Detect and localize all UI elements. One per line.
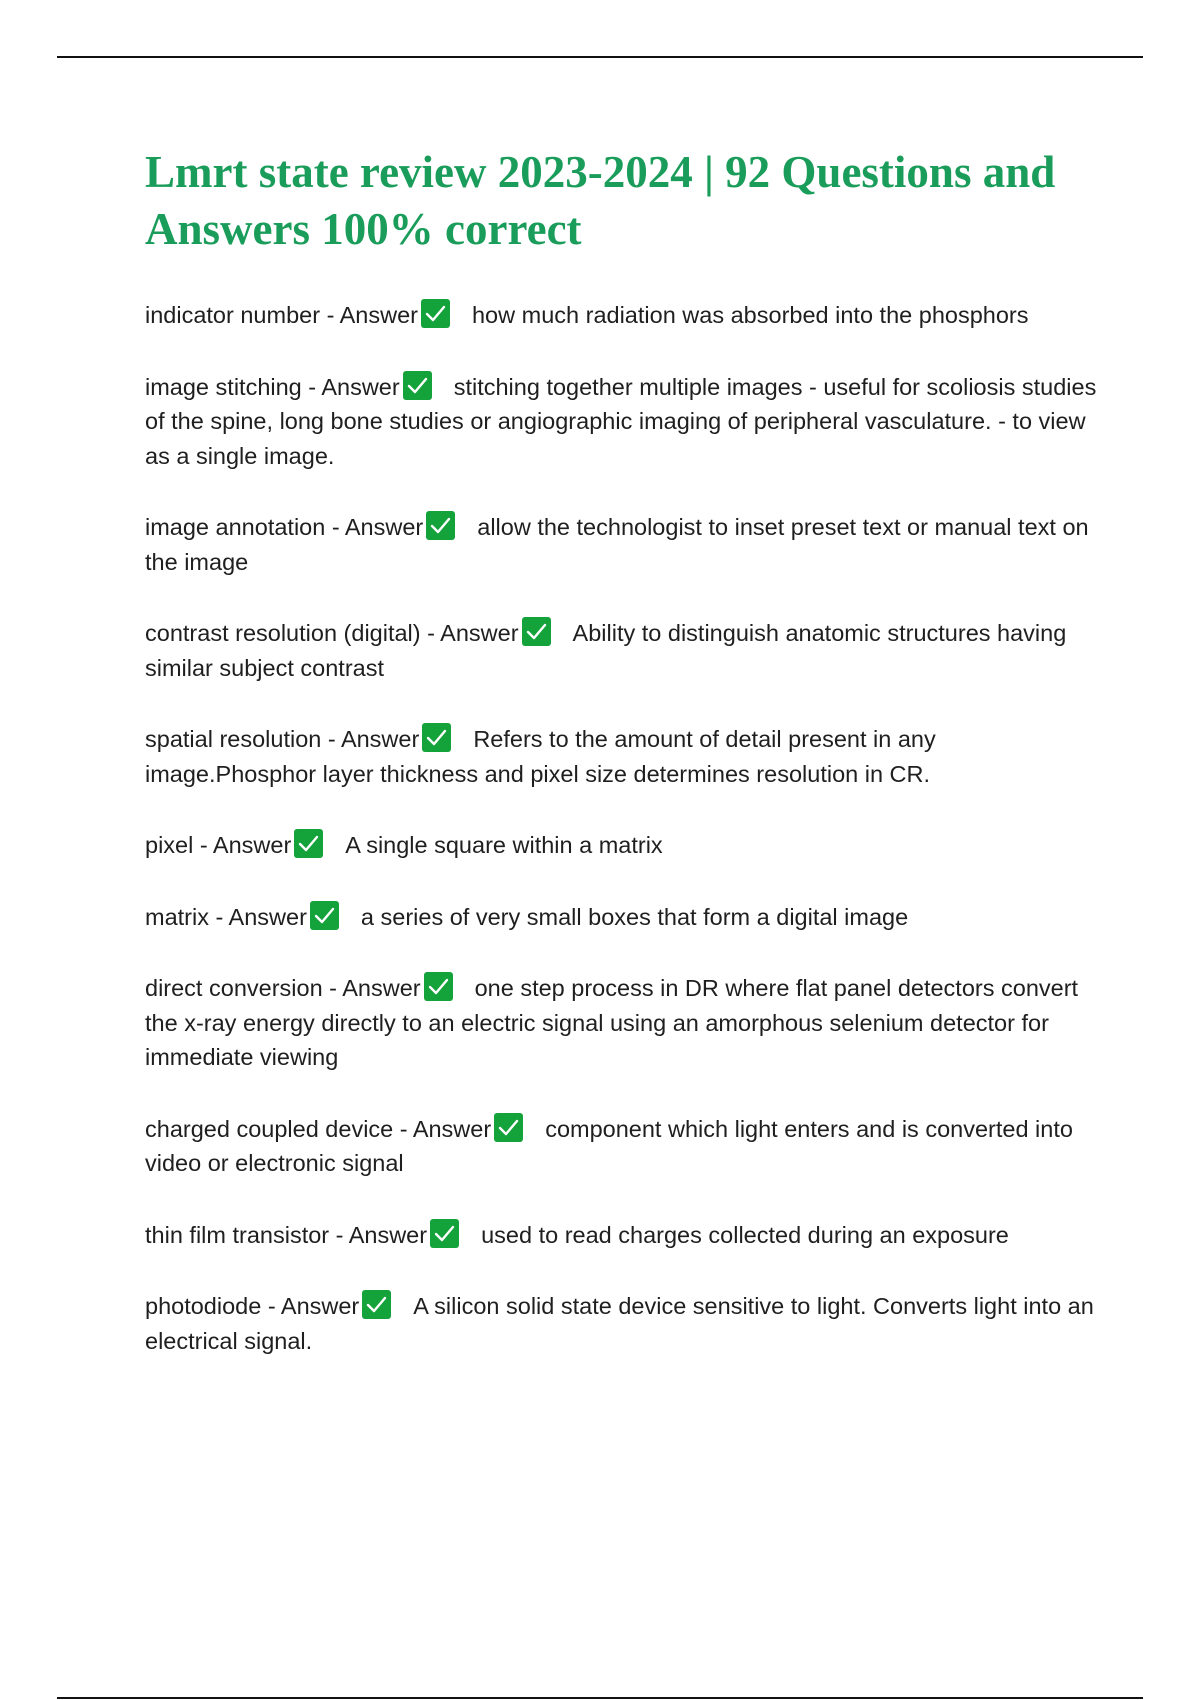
qa-definition: stitching together multiple images - useful for scoliosis studies of the spine, long bone studies or angiographic imaging of peripheral vasculature. - to view as a single image. bbox=[145, 373, 1097, 469]
qa-term: charged coupled device - Answer bbox=[145, 1115, 492, 1142]
qa-term: indicator number - Answer bbox=[145, 302, 418, 328]
qa-term: thin film transistor - Answer bbox=[145, 1221, 428, 1248]
qa-definition: allow the technologist to inset preset text or manual text on the image bbox=[145, 514, 1089, 575]
check-mark-icon bbox=[494, 1113, 523, 1142]
qa-term: contrast resolution (digital) - Answer bbox=[145, 620, 519, 646]
qa-term: image stitching - Answer bbox=[145, 373, 400, 400]
qa-item bbox=[145, 1112, 1105, 1181]
qa-term: photodiode - Answer bbox=[145, 1293, 360, 1319]
qa-list bbox=[145, 298, 1105, 1358]
qa-definition: a series of very small boxes that form a digital image bbox=[360, 903, 909, 930]
qa-item bbox=[145, 971, 1105, 1075]
qa-definition: one step process in DR where flat panel detectors convert the x-ray energy directly to an electric signal using an amorphous selenium detector for immediate viewing bbox=[145, 975, 1079, 1070]
qa-item bbox=[145, 828, 1105, 863]
qa-term: spatial resolution - Answer bbox=[145, 726, 420, 752]
qa-item bbox=[145, 616, 1105, 685]
check-mark-icon bbox=[310, 901, 339, 930]
qa-item bbox=[145, 1289, 1105, 1358]
qa-definition: how much radiation was absorbed into the phosphors bbox=[471, 302, 1029, 328]
qa-item bbox=[145, 900, 1105, 935]
qa-definition: Refers to the amount of detail present in any image.Phosphor layer thickness and pixel size determines resolution in CR. bbox=[145, 726, 936, 787]
document-body bbox=[145, 144, 1105, 1395]
qa-item bbox=[145, 722, 1105, 791]
check-mark-icon bbox=[403, 371, 432, 400]
qa-definition: A single square within a matrix bbox=[345, 832, 663, 858]
qa-definition: A silicon solid state device sensitive to light. Converts light into an electrical signal. bbox=[145, 1293, 1094, 1354]
check-mark-icon bbox=[430, 1219, 459, 1248]
qa-definition: Ability to distinguish anatomic structures having similar subject contrast bbox=[145, 620, 1067, 681]
qa-item bbox=[145, 298, 1105, 333]
check-mark-icon bbox=[294, 829, 323, 858]
check-mark-icon bbox=[426, 511, 455, 540]
check-mark-icon bbox=[362, 1290, 391, 1319]
qa-term: matrix - Answer bbox=[145, 903, 307, 930]
qa-item bbox=[145, 1218, 1105, 1253]
qa-term: image annotation - Answer bbox=[145, 514, 424, 540]
check-mark-icon bbox=[424, 972, 453, 1001]
check-mark-icon bbox=[522, 617, 551, 646]
qa-term: pixel - Answer bbox=[145, 832, 292, 858]
qa-definition: component which light enters and is converted into video or electronic signal bbox=[145, 1115, 1073, 1176]
qa-definition: used to read charges collected during an exposure bbox=[481, 1221, 1009, 1248]
qa-item bbox=[145, 370, 1105, 474]
document-title: Lmrt state review 2023-2024 | 92 Questions and Answers 100% correct bbox=[145, 147, 1056, 254]
check-mark-icon bbox=[421, 299, 450, 328]
check-mark-icon bbox=[422, 723, 451, 752]
bottom-divider bbox=[57, 1697, 1143, 1699]
qa-item bbox=[145, 510, 1105, 579]
top-divider bbox=[57, 56, 1143, 58]
qa-term: direct conversion - Answer bbox=[145, 975, 421, 1001]
